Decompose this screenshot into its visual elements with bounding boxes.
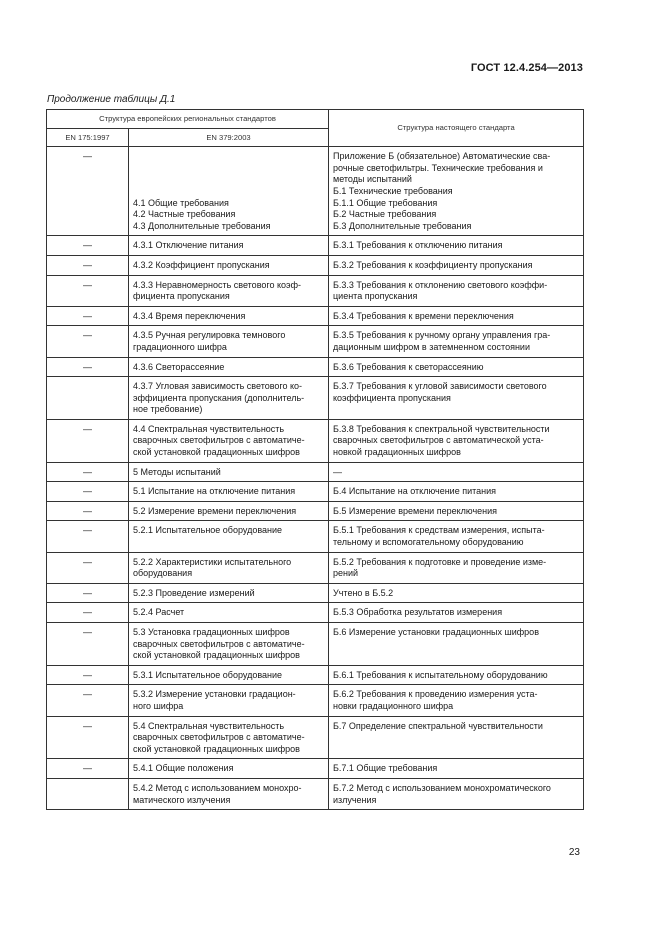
cell-text-line: дационным шифром в затемненном состоянии [333, 341, 530, 352]
en175-cell: — [47, 603, 129, 623]
european-standards-header: Структура европейских региональных стандартов [47, 110, 329, 129]
correspondence-table [46, 109, 584, 810]
current-standard-cell [329, 306, 584, 326]
table-row [47, 255, 584, 275]
cell-text-line: Б.5.2 Требования к подготовке и проведение изме- [333, 556, 547, 567]
cell-text-line: Б.2 Частные требования [333, 209, 437, 220]
cell-text-line: 5.2 Измерение времени переключения [133, 505, 297, 516]
table-row [47, 275, 584, 306]
blank-line [133, 151, 324, 163]
table-body [47, 147, 584, 810]
cell-text-line: 4.1 Общие требования [133, 197, 229, 208]
cell-text-line: Б.5 Измерение времени переключения [333, 505, 498, 516]
table-row [47, 685, 584, 716]
cell-text-line: методы испытаний [333, 174, 412, 185]
cell-text-line: — [333, 466, 343, 477]
cell-text-line: 4.3.1 Отключение питания [133, 240, 244, 251]
cell-text-line: 5.4.2 Метод с использованием монохро- [133, 782, 302, 793]
cell-text-line: Б.7.1 Общие требования [333, 763, 438, 774]
cell-text-line: оборудования [133, 568, 193, 579]
table-row [47, 419, 584, 462]
cell-text-line: новки градационного шифра [333, 700, 454, 711]
cell-text-line: 5 Методы испытаний [133, 466, 221, 477]
en175-cell: — [47, 357, 129, 377]
cell-text-line: Б.3.4 Требования к времени переключения [333, 310, 514, 321]
en379-cell [129, 377, 329, 420]
cell-text-line: Б.3.2 Требования к коэффициенту пропускания [333, 259, 533, 270]
table-row [47, 326, 584, 357]
cell-text-line: 5.2.1 Испытательное оборудование [133, 525, 283, 536]
en175-cell: — [47, 236, 129, 256]
cell-text-line: Б.7.2 Метод с использованием монохроматического [333, 782, 551, 793]
cell-text-line: 4.3.2 Коэффициент пропускания [133, 259, 270, 270]
en379-cell [129, 326, 329, 357]
cell-text-line: Б.3.8 Требования к спектральной чувствительности [333, 423, 550, 434]
cell-text-line: Б.3.1 Требования к отключению питания [333, 240, 503, 251]
en379-cell [129, 583, 329, 603]
en379-cell [129, 716, 329, 759]
en379-cell [129, 482, 329, 502]
cell-text-line: Б.6.1 Требования к испытательному оборудованию [333, 669, 548, 680]
current-standard-cell [329, 716, 584, 759]
table-row [47, 665, 584, 685]
current-standard-cell [329, 623, 584, 666]
cell-text-line: 5.1 Испытание на отключение питания [133, 486, 296, 497]
en379-cell [129, 685, 329, 716]
current-standard-cell [329, 326, 584, 357]
table-row [47, 482, 584, 502]
cell-text-line: 5.4.1 Общие положения [133, 763, 234, 774]
en379-cell [129, 357, 329, 377]
current-standard-cell [329, 603, 584, 623]
en175-cell: — [47, 306, 129, 326]
cell-text-line: 4.3 Дополнительные требования [133, 220, 271, 231]
table-row [47, 147, 584, 236]
en175-cell: — [47, 623, 129, 666]
en175-cell: — [47, 685, 129, 716]
cell-text-line: тельному и вспомогательному оборудованию [333, 537, 524, 548]
en175-cell: — [47, 759, 129, 779]
en175-cell: — [47, 419, 129, 462]
cell-text-line: коэффициента пропускания [333, 392, 451, 403]
cell-text-line: Б.3.3 Требования к отклонению светового коэффи- [333, 279, 548, 290]
en379-cell [129, 147, 329, 236]
en379-cell [129, 521, 329, 552]
table-row [47, 462, 584, 482]
en175-cell: — [47, 521, 129, 552]
cell-text-line: сварочных светофильтров с автоматиче- [133, 638, 305, 649]
cell-text-line: 4.3.5 Ручная регулировка темнового [133, 330, 286, 341]
table-caption: Продолжение таблицы Д.1 [47, 94, 176, 105]
en175-cell: — [47, 665, 129, 685]
cell-text-line: 4.3.6 Светорассеяние [133, 361, 225, 372]
table-row [47, 778, 584, 809]
cell-text-line: Б.1 Технические требования [333, 185, 453, 196]
cell-text-line: ное требование) [133, 404, 203, 415]
en379-cell [129, 275, 329, 306]
en379-cell [129, 419, 329, 462]
en379-cell [129, 603, 329, 623]
table-row [47, 759, 584, 779]
table-row [47, 357, 584, 377]
current-standard-cell [329, 462, 584, 482]
table-row [47, 623, 584, 666]
current-standard-cell [329, 501, 584, 521]
cell-text-line: Б.5.3 Обработка результатов измерения [333, 607, 503, 618]
cell-text-line: градационного шифра [133, 341, 227, 352]
cell-text-line: 5.3.1 Испытательное оборудование [133, 669, 283, 680]
current-standard-header: Структура настоящего стандарта [329, 110, 584, 147]
current-standard-cell [329, 419, 584, 462]
current-standard-cell [329, 255, 584, 275]
cell-text-line: Б.1.1 Общие требования [333, 197, 438, 208]
cell-text-line: эффициента пропускания (дополнитель- [133, 392, 305, 403]
current-standard-cell [329, 583, 584, 603]
cell-text-line: Б.3.5 Требования к ручному органу управления гра- [333, 330, 551, 341]
cell-text-line: Приложение Б (обязательное) Автоматические сва- [333, 151, 551, 162]
en175-header: EN 175:1997 [47, 128, 129, 147]
cell-text-line: фициента пропускания [133, 291, 230, 302]
cell-text-line: ного шифра [133, 700, 184, 711]
en379-cell [129, 759, 329, 779]
en175-cell: — [47, 552, 129, 583]
cell-text-line: 5.2.4 Расчет [133, 607, 185, 618]
current-standard-cell [329, 482, 584, 502]
cell-text-line: новкой градационных шифров [333, 447, 461, 458]
en379-cell [129, 306, 329, 326]
en379-cell [129, 778, 329, 809]
current-standard-cell [329, 685, 584, 716]
table-row [47, 521, 584, 552]
table-row [47, 603, 584, 623]
current-standard-cell [329, 759, 584, 779]
cell-text-line: 5.2.3 Проведение измерений [133, 587, 255, 598]
cell-text-line: ской установкой градационных шифров [133, 743, 300, 754]
cell-text-line: излучения [333, 794, 377, 805]
cell-text-line: 5.3.2 Измерение установки градацион- [133, 689, 296, 700]
cell-text-line: Б.4 Испытание на отключение питания [333, 486, 497, 497]
cell-text-line: матического излучения [133, 794, 231, 805]
cell-text-line: 4.4 Спектральная чувствительность [133, 423, 285, 434]
current-standard-cell [329, 377, 584, 420]
en175-cell: — [47, 275, 129, 306]
current-standard-cell [329, 665, 584, 685]
table-row [47, 377, 584, 420]
cell-text-line: рений [333, 568, 359, 579]
en175-cell: — [47, 326, 129, 357]
cell-text-line: 5.3 Установка градационных шифров [133, 627, 290, 637]
blank-line [133, 174, 324, 186]
table-row [47, 552, 584, 583]
cell-text-line: Б.3.7 Требования к угловой зависимости светового [333, 381, 547, 392]
cell-text-line: рочные светофильтры. Технические требования и [333, 162, 543, 173]
cell-text-line: Б.6 Измерение установки градационных шифров [333, 627, 539, 637]
page-number: 23 [568, 847, 580, 858]
cell-text-line: 5.2.2 Характеристики испытательного [133, 556, 292, 567]
en175-cell: — [47, 583, 129, 603]
current-standard-cell [329, 236, 584, 256]
table-row [47, 501, 584, 521]
cell-text-line: Б.5.1 Требования к средствам измерения, испыта- [333, 525, 545, 536]
cell-text-line: 4.3.4 Время переключения [133, 310, 246, 321]
cell-text-line: сварочных светофильтров с автоматической уста- [333, 435, 544, 446]
cell-text-line: сварочных светофильтров с автоматиче- [133, 732, 305, 743]
cell-text-line: Учтено в Б.5.2 [333, 587, 394, 598]
en175-cell [47, 778, 129, 809]
en175-cell: — [47, 716, 129, 759]
document-code: ГОСТ 12.4.254—2013 [470, 62, 583, 74]
en175-cell: — [47, 147, 129, 236]
en379-cell [129, 462, 329, 482]
en175-cell: — [47, 255, 129, 275]
cell-text-line: циента пропускания [333, 291, 418, 302]
cell-text-line: 4.3.3 Неравномерность светового коэф- [133, 279, 302, 290]
table-row [47, 236, 584, 256]
current-standard-cell [329, 778, 584, 809]
en175-cell: — [47, 462, 129, 482]
current-standard-cell [329, 521, 584, 552]
blank-line [133, 186, 324, 198]
cell-text-line: Б.3.6 Требования к светорассеянию [333, 361, 484, 372]
en379-cell [129, 255, 329, 275]
en379-cell [129, 236, 329, 256]
blank-line [133, 163, 324, 175]
cell-text-line: 5.4 Спектральная чувствительность [133, 720, 285, 731]
cell-text-line: Б.6.2 Требования к проведению измерения уста- [333, 689, 538, 700]
cell-text-line: ской установкой градационных шифров [133, 447, 300, 458]
en379-cell [129, 552, 329, 583]
cell-text-line: 4.3.7 Угловая зависимость светового ко- [133, 381, 303, 392]
current-standard-cell [329, 357, 584, 377]
current-standard-cell [329, 552, 584, 583]
en379-header: EN 379:2003 [129, 128, 329, 147]
cell-text-line: Б.7 Определение спектральной чувствительности [333, 720, 543, 731]
cell-text-line: 4.2 Частные требования [133, 209, 236, 220]
cell-text-line: Б.3 Дополнительные требования [333, 220, 472, 231]
cell-text-line: сварочных светофильтров с автоматиче- [133, 435, 305, 446]
en175-cell: — [47, 482, 129, 502]
cell-text-line: ской установкой градационных шифров [133, 650, 300, 661]
current-standard-cell [329, 275, 584, 306]
en175-cell: — [47, 501, 129, 521]
en175-cell [47, 377, 129, 420]
table-row [47, 583, 584, 603]
en379-cell [129, 501, 329, 521]
table-row [47, 306, 584, 326]
en379-cell [129, 665, 329, 685]
en379-cell [129, 623, 329, 666]
current-standard-cell [329, 147, 584, 236]
table-row [47, 716, 584, 759]
